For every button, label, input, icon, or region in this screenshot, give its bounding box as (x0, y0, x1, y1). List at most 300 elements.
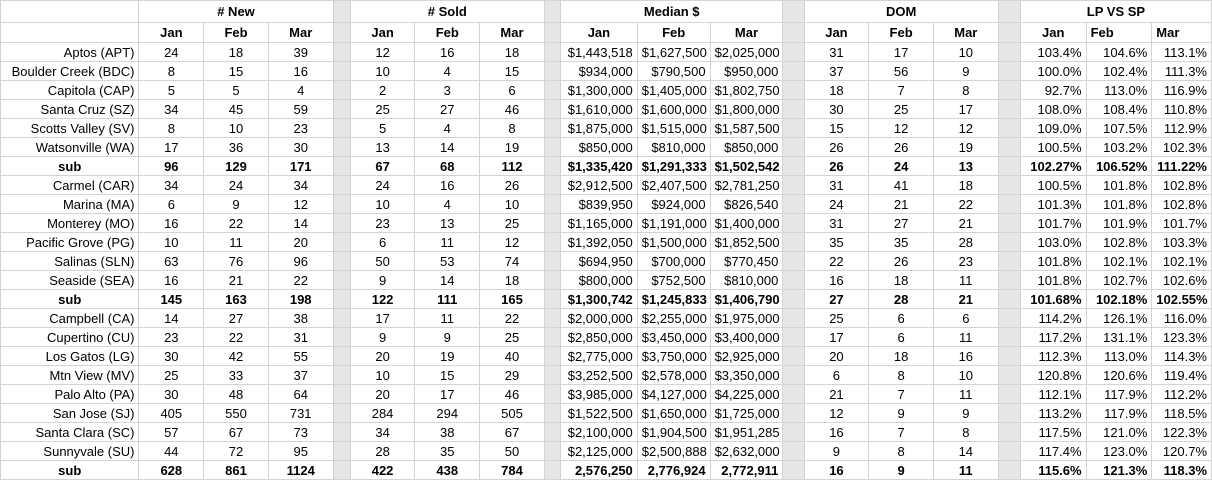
lp-vs-sp-cell[interactable]: 102.7% (1086, 271, 1152, 290)
lp-vs-sp-cell[interactable]: 121.3% (1086, 461, 1152, 480)
lp-vs-sp-cell[interactable]: 101.7% (1020, 214, 1086, 233)
dom-cell[interactable]: 30 (804, 100, 869, 119)
dom-cell[interactable]: 21 (933, 290, 998, 309)
sold-count-cell[interactable]: 53 (415, 252, 480, 271)
sold-count-cell[interactable]: 15 (480, 62, 545, 81)
month-header-cell[interactable]: Jan (1020, 23, 1086, 43)
median-price-cell[interactable]: $3,985,000 (560, 385, 637, 404)
lp-vs-sp-cell[interactable]: 112.1% (1020, 385, 1086, 404)
median-price-cell[interactable]: $1,291,333 (637, 157, 710, 176)
median-price-cell[interactable]: $1,191,000 (637, 214, 710, 233)
dom-cell[interactable]: 6 (933, 309, 998, 328)
area-name-cell[interactable]: Carmel (CAR) (1, 176, 139, 195)
lp-vs-sp-cell[interactable]: 108.4% (1086, 100, 1152, 119)
lp-vs-sp-cell[interactable]: 100.0% (1020, 62, 1086, 81)
lp-vs-sp-cell[interactable]: 100.5% (1020, 138, 1086, 157)
sold-count-cell[interactable]: 10 (350, 366, 415, 385)
new-count-cell[interactable]: 16 (268, 62, 333, 81)
dom-cell[interactable]: 22 (933, 195, 998, 214)
month-header-cell[interactable]: Feb (869, 23, 934, 43)
new-count-cell[interactable]: 55 (268, 347, 333, 366)
median-price-cell[interactable]: $1,852,500 (710, 233, 783, 252)
new-count-cell[interactable]: 163 (204, 290, 269, 309)
lp-vs-sp-cell[interactable]: 113.0% (1086, 81, 1152, 100)
new-count-cell[interactable]: 14 (268, 214, 333, 233)
lp-vs-sp-cell[interactable]: 107.5% (1086, 119, 1152, 138)
median-price-cell[interactable]: $1,975,000 (710, 309, 783, 328)
lp-vs-sp-cell[interactable]: 112.3% (1020, 347, 1086, 366)
month-header-cell[interactable]: Mar (268, 23, 333, 43)
group-header-median[interactable]: Median $ (560, 1, 782, 23)
dom-cell[interactable]: 56 (869, 62, 934, 81)
sold-count-cell[interactable]: 284 (350, 404, 415, 423)
lp-vs-sp-cell[interactable]: 116.0% (1152, 309, 1212, 328)
median-price-cell[interactable]: $1,300,742 (560, 290, 637, 309)
lp-vs-sp-cell[interactable]: 102.3% (1152, 138, 1212, 157)
sold-count-cell[interactable]: 17 (415, 385, 480, 404)
area-name-cell[interactable]: San Jose (SJ) (1, 404, 139, 423)
sold-count-cell[interactable]: 16 (415, 43, 480, 62)
lp-vs-sp-cell[interactable]: 103.2% (1086, 138, 1152, 157)
new-count-cell[interactable]: 731 (268, 404, 333, 423)
median-price-cell[interactable]: $3,750,000 (637, 347, 710, 366)
dom-cell[interactable]: 18 (804, 81, 869, 100)
new-count-cell[interactable]: 8 (139, 62, 204, 81)
sold-count-cell[interactable]: 18 (480, 43, 545, 62)
area-name-cell[interactable]: Palo Alto (PA) (1, 385, 139, 404)
group-header-dom[interactable]: DOM (804, 1, 998, 23)
new-count-cell[interactable]: 12 (268, 195, 333, 214)
lp-vs-sp-cell[interactable]: 102.1% (1152, 252, 1212, 271)
new-count-cell[interactable]: 20 (268, 233, 333, 252)
lp-vs-sp-cell[interactable]: 114.2% (1020, 309, 1086, 328)
lp-vs-sp-cell[interactable]: 102.8% (1086, 233, 1152, 252)
area-name-cell[interactable]: Los Gatos (LG) (1, 347, 139, 366)
lp-vs-sp-cell[interactable]: 101.8% (1086, 195, 1152, 214)
lp-vs-sp-cell[interactable]: 111.3% (1152, 62, 1212, 81)
dom-cell[interactable]: 6 (869, 309, 934, 328)
lp-vs-sp-cell[interactable]: 131.1% (1086, 328, 1152, 347)
lp-vs-sp-cell[interactable]: 101.8% (1020, 252, 1086, 271)
new-count-cell[interactable]: 96 (268, 252, 333, 271)
lp-vs-sp-cell[interactable]: 109.0% (1020, 119, 1086, 138)
dom-cell[interactable]: 21 (933, 214, 998, 233)
lp-vs-sp-cell[interactable]: 120.6% (1086, 366, 1152, 385)
median-price-cell[interactable]: $700,000 (637, 252, 710, 271)
group-header-lp-vs-sp[interactable]: LP VS SP (1020, 1, 1211, 23)
median-price-cell[interactable]: $2,125,000 (560, 442, 637, 461)
dom-cell[interactable]: 9 (869, 404, 934, 423)
new-count-cell[interactable]: 10 (204, 119, 269, 138)
dom-cell[interactable]: 8 (869, 442, 934, 461)
new-count-cell[interactable]: 15 (204, 62, 269, 81)
sold-count-cell[interactable]: 20 (350, 347, 415, 366)
median-price-cell[interactable]: $1,802,750 (710, 81, 783, 100)
dom-cell[interactable]: 25 (869, 100, 934, 119)
median-price-cell[interactable]: $950,000 (710, 62, 783, 81)
dom-cell[interactable]: 8 (933, 81, 998, 100)
sold-count-cell[interactable]: 27 (415, 100, 480, 119)
area-name-cell[interactable]: Pacific Grove (PG) (1, 233, 139, 252)
month-header-cell[interactable]: Mar (710, 23, 783, 43)
lp-vs-sp-cell[interactable]: 120.7% (1152, 442, 1212, 461)
lp-vs-sp-cell[interactable]: 110.8% (1152, 100, 1212, 119)
lp-vs-sp-cell[interactable]: 118.5% (1152, 404, 1212, 423)
sold-count-cell[interactable]: 9 (415, 328, 480, 347)
sold-count-cell[interactable]: 6 (350, 233, 415, 252)
sold-count-cell[interactable]: 25 (480, 214, 545, 233)
median-price-cell[interactable]: $924,000 (637, 195, 710, 214)
lp-vs-sp-cell[interactable]: 116.9% (1152, 81, 1212, 100)
sold-count-cell[interactable]: 18 (480, 271, 545, 290)
new-count-cell[interactable]: 76 (204, 252, 269, 271)
sold-count-cell[interactable]: 122 (350, 290, 415, 309)
sold-count-cell[interactable]: 5 (350, 119, 415, 138)
new-count-cell[interactable]: 30 (139, 385, 204, 404)
dom-cell[interactable]: 7 (869, 423, 934, 442)
sold-count-cell[interactable]: 784 (480, 461, 545, 480)
lp-vs-sp-cell[interactable]: 100.5% (1020, 176, 1086, 195)
dom-cell[interactable]: 35 (804, 233, 869, 252)
area-name-cell[interactable]: Santa Cruz (SZ) (1, 100, 139, 119)
month-header-cell[interactable]: Feb (1086, 23, 1152, 43)
dom-cell[interactable]: 9 (869, 461, 934, 480)
median-price-cell[interactable]: $850,000 (560, 138, 637, 157)
dom-cell[interactable]: 19 (933, 138, 998, 157)
sold-count-cell[interactable]: 10 (350, 195, 415, 214)
sold-count-cell[interactable]: 68 (415, 157, 480, 176)
median-price-cell[interactable]: $790,500 (637, 62, 710, 81)
new-count-cell[interactable]: 39 (268, 43, 333, 62)
median-price-cell[interactable]: $1,165,000 (560, 214, 637, 233)
median-price-cell[interactable]: $1,875,000 (560, 119, 637, 138)
group-header-new[interactable]: # New (139, 1, 333, 23)
area-name-cell[interactable]: Salinas (SLN) (1, 252, 139, 271)
lp-vs-sp-cell[interactable]: 115.6% (1020, 461, 1086, 480)
median-price-cell[interactable]: $2,632,000 (710, 442, 783, 461)
new-count-cell[interactable]: 21 (204, 271, 269, 290)
area-name-cell[interactable]: Scotts Valley (SV) (1, 119, 139, 138)
dom-cell[interactable]: 23 (933, 252, 998, 271)
sold-count-cell[interactable]: 38 (415, 423, 480, 442)
sold-count-cell[interactable]: 111 (415, 290, 480, 309)
lp-vs-sp-cell[interactable]: 113.0% (1086, 347, 1152, 366)
month-header-cell[interactable]: Jan (139, 23, 204, 43)
lp-vs-sp-cell[interactable]: 102.8% (1152, 195, 1212, 214)
dom-cell[interactable]: 41 (869, 176, 934, 195)
new-count-cell[interactable]: 59 (268, 100, 333, 119)
sold-count-cell[interactable]: 50 (480, 442, 545, 461)
new-count-cell[interactable]: 63 (139, 252, 204, 271)
new-count-cell[interactable]: 171 (268, 157, 333, 176)
sold-count-cell[interactable]: 14 (415, 271, 480, 290)
lp-vs-sp-cell[interactable]: 101.68% (1020, 290, 1086, 309)
sold-count-cell[interactable]: 67 (350, 157, 415, 176)
new-count-cell[interactable]: 42 (204, 347, 269, 366)
sold-count-cell[interactable]: 14 (415, 138, 480, 157)
new-count-cell[interactable]: 95 (268, 442, 333, 461)
median-price-cell[interactable]: $1,502,542 (710, 157, 783, 176)
dom-cell[interactable]: 18 (869, 271, 934, 290)
group-header-sold[interactable]: # Sold (350, 1, 544, 23)
median-price-cell[interactable]: $1,406,790 (710, 290, 783, 309)
lp-vs-sp-cell[interactable]: 102.4% (1086, 62, 1152, 81)
dom-cell[interactable]: 26 (804, 157, 869, 176)
sold-count-cell[interactable]: 35 (415, 442, 480, 461)
median-price-cell[interactable]: $694,950 (560, 252, 637, 271)
new-count-cell[interactable]: 5 (204, 81, 269, 100)
new-count-cell[interactable]: 22 (204, 328, 269, 347)
selected-cell[interactable] (1, 1, 139, 23)
median-price-cell[interactable]: $2,850,000 (560, 328, 637, 347)
lp-vs-sp-cell[interactable]: 101.3% (1020, 195, 1086, 214)
sold-count-cell[interactable]: 12 (350, 43, 415, 62)
new-count-cell[interactable]: 64 (268, 385, 333, 404)
new-count-cell[interactable]: 16 (139, 271, 204, 290)
new-count-cell[interactable]: 550 (204, 404, 269, 423)
median-price-cell[interactable]: $2,255,000 (637, 309, 710, 328)
lp-vs-sp-cell[interactable]: 106.52% (1086, 157, 1152, 176)
sold-count-cell[interactable]: 19 (480, 138, 545, 157)
new-count-cell[interactable]: 145 (139, 290, 204, 309)
lp-vs-sp-cell[interactable]: 103.3% (1152, 233, 1212, 252)
new-count-cell[interactable]: 24 (139, 43, 204, 62)
median-price-cell[interactable]: $1,392,050 (560, 233, 637, 252)
sold-count-cell[interactable]: 11 (415, 233, 480, 252)
new-count-cell[interactable]: 67 (204, 423, 269, 442)
month-header-cell[interactable]: Jan (350, 23, 415, 43)
dom-cell[interactable]: 31 (804, 214, 869, 233)
dom-cell[interactable]: 21 (804, 385, 869, 404)
dom-cell[interactable]: 27 (804, 290, 869, 309)
new-count-cell[interactable]: 34 (268, 176, 333, 195)
month-header-cell[interactable]: Mar (480, 23, 545, 43)
dom-cell[interactable]: 8 (869, 366, 934, 385)
sold-count-cell[interactable]: 74 (480, 252, 545, 271)
lp-vs-sp-cell[interactable]: 103.0% (1020, 233, 1086, 252)
dom-cell[interactable]: 11 (933, 461, 998, 480)
new-count-cell[interactable]: 22 (268, 271, 333, 290)
new-count-cell[interactable]: 34 (139, 176, 204, 195)
sold-count-cell[interactable]: 26 (480, 176, 545, 195)
dom-cell[interactable]: 7 (869, 385, 934, 404)
sold-count-cell[interactable]: 505 (480, 404, 545, 423)
sold-count-cell[interactable]: 4 (415, 62, 480, 81)
dom-cell[interactable]: 7 (869, 81, 934, 100)
sold-count-cell[interactable]: 13 (350, 138, 415, 157)
lp-vs-sp-cell[interactable]: 126.1% (1086, 309, 1152, 328)
median-price-cell[interactable]: $2,025,000 (710, 43, 783, 62)
median-price-cell[interactable]: $1,443,518 (560, 43, 637, 62)
sold-count-cell[interactable]: 23 (350, 214, 415, 233)
sold-count-cell[interactable]: 11 (415, 309, 480, 328)
lp-vs-sp-cell[interactable]: 120.8% (1020, 366, 1086, 385)
new-count-cell[interactable]: 96 (139, 157, 204, 176)
dom-cell[interactable]: 12 (933, 119, 998, 138)
dom-cell[interactable]: 12 (869, 119, 934, 138)
new-count-cell[interactable]: 10 (139, 233, 204, 252)
month-header-cell[interactable]: Jan (804, 23, 869, 43)
lp-vs-sp-cell[interactable]: 102.18% (1086, 290, 1152, 309)
sold-count-cell[interactable]: 20 (350, 385, 415, 404)
lp-vs-sp-cell[interactable]: 117.4% (1020, 442, 1086, 461)
median-price-cell[interactable]: $810,000 (637, 138, 710, 157)
dom-cell[interactable]: 8 (933, 423, 998, 442)
median-price-cell[interactable]: $770,450 (710, 252, 783, 271)
lp-vs-sp-cell[interactable]: 121.0% (1086, 423, 1152, 442)
sold-count-cell[interactable]: 422 (350, 461, 415, 480)
sold-count-cell[interactable]: 9 (350, 328, 415, 347)
median-price-cell[interactable]: $2,500,888 (637, 442, 710, 461)
new-count-cell[interactable]: 57 (139, 423, 204, 442)
new-count-cell[interactable]: 34 (139, 100, 204, 119)
median-price-cell[interactable]: $3,450,000 (637, 328, 710, 347)
sold-count-cell[interactable]: 13 (415, 214, 480, 233)
median-price-cell[interactable]: $826,540 (710, 195, 783, 214)
dom-cell[interactable]: 26 (869, 252, 934, 271)
median-price-cell[interactable]: $1,800,000 (710, 100, 783, 119)
new-count-cell[interactable]: 24 (204, 176, 269, 195)
sold-count-cell[interactable]: 16 (415, 176, 480, 195)
sold-count-cell[interactable]: 50 (350, 252, 415, 271)
sold-count-cell[interactable]: 46 (480, 100, 545, 119)
subtotal-label-cell[interactable]: sub (1, 290, 139, 309)
dom-cell[interactable]: 16 (804, 271, 869, 290)
new-count-cell[interactable]: 8 (139, 119, 204, 138)
new-count-cell[interactable]: 861 (204, 461, 269, 480)
dom-cell[interactable]: 9 (933, 404, 998, 423)
median-price-cell[interactable]: $2,925,000 (710, 347, 783, 366)
sold-count-cell[interactable]: 34 (350, 423, 415, 442)
sold-count-cell[interactable]: 46 (480, 385, 545, 404)
dom-cell[interactable]: 18 (933, 176, 998, 195)
dom-cell[interactable]: 31 (804, 43, 869, 62)
sold-count-cell[interactable]: 4 (415, 119, 480, 138)
new-count-cell[interactable]: 73 (268, 423, 333, 442)
sold-count-cell[interactable]: 294 (415, 404, 480, 423)
median-price-cell[interactable]: $1,335,420 (560, 157, 637, 176)
sold-count-cell[interactable]: 19 (415, 347, 480, 366)
sold-count-cell[interactable]: 12 (480, 233, 545, 252)
sold-count-cell[interactable]: 25 (350, 100, 415, 119)
new-count-cell[interactable]: 31 (268, 328, 333, 347)
dom-cell[interactable]: 6 (869, 328, 934, 347)
area-name-cell[interactable]: Campbell (CA) (1, 309, 139, 328)
median-price-cell[interactable]: $1,725,000 (710, 404, 783, 423)
median-price-cell[interactable]: $2,100,000 (560, 423, 637, 442)
new-count-cell[interactable]: 30 (268, 138, 333, 157)
sold-count-cell[interactable]: 3 (415, 81, 480, 100)
area-name-cell[interactable]: Santa Clara (SC) (1, 423, 139, 442)
median-price-cell[interactable]: $1,627,500 (637, 43, 710, 62)
new-count-cell[interactable]: 198 (268, 290, 333, 309)
dom-cell[interactable]: 25 (804, 309, 869, 328)
dom-cell[interactable]: 24 (804, 195, 869, 214)
lp-vs-sp-cell[interactable]: 114.3% (1152, 347, 1212, 366)
median-price-cell[interactable]: $2,912,500 (560, 176, 637, 195)
dom-cell[interactable]: 9 (933, 62, 998, 81)
lp-vs-sp-cell[interactable]: 113.1% (1152, 43, 1212, 62)
median-price-cell[interactable]: $810,000 (710, 271, 783, 290)
lp-vs-sp-cell[interactable]: 123.3% (1152, 328, 1212, 347)
month-header-cell[interactable]: Jan (560, 23, 637, 43)
dom-cell[interactable]: 21 (869, 195, 934, 214)
dom-cell[interactable]: 17 (804, 328, 869, 347)
dom-cell[interactable]: 11 (933, 385, 998, 404)
dom-cell[interactable]: 6 (804, 366, 869, 385)
dom-cell[interactable]: 10 (933, 366, 998, 385)
median-price-cell[interactable]: $934,000 (560, 62, 637, 81)
dom-cell[interactable]: 28 (933, 233, 998, 252)
median-price-cell[interactable]: 2,776,924 (637, 461, 710, 480)
dom-cell[interactable]: 14 (933, 442, 998, 461)
median-price-cell[interactable]: $3,400,000 (710, 328, 783, 347)
dom-cell[interactable]: 13 (933, 157, 998, 176)
new-count-cell[interactable]: 23 (268, 119, 333, 138)
sold-count-cell[interactable]: 22 (480, 309, 545, 328)
month-header-cell[interactable]: Mar (933, 23, 998, 43)
dom-cell[interactable]: 31 (804, 176, 869, 195)
dom-cell[interactable]: 27 (869, 214, 934, 233)
area-name-cell[interactable]: Watsonville (WA) (1, 138, 139, 157)
median-price-cell[interactable]: $1,522,500 (560, 404, 637, 423)
dom-cell[interactable]: 10 (933, 43, 998, 62)
lp-vs-sp-cell[interactable]: 112.9% (1152, 119, 1212, 138)
median-price-cell[interactable]: $2,775,000 (560, 347, 637, 366)
lp-vs-sp-cell[interactable]: 117.9% (1086, 404, 1152, 423)
lp-vs-sp-cell[interactable]: 92.7% (1020, 81, 1086, 100)
dom-cell[interactable]: 22 (804, 252, 869, 271)
sold-count-cell[interactable]: 6 (480, 81, 545, 100)
lp-vs-sp-cell[interactable]: 112.2% (1152, 385, 1212, 404)
area-name-cell[interactable]: Boulder Creek (BDC) (1, 62, 139, 81)
area-name-cell[interactable]: Aptos (APT) (1, 43, 139, 62)
new-count-cell[interactable]: 33 (204, 366, 269, 385)
median-price-cell[interactable]: $2,000,000 (560, 309, 637, 328)
lp-vs-sp-cell[interactable]: 119.4% (1152, 366, 1212, 385)
lp-vs-sp-cell[interactable]: 113.2% (1020, 404, 1086, 423)
dom-cell[interactable]: 20 (804, 347, 869, 366)
dom-cell[interactable]: 16 (804, 461, 869, 480)
dom-cell[interactable]: 11 (933, 271, 998, 290)
new-count-cell[interactable]: 16 (139, 214, 204, 233)
new-count-cell[interactable]: 405 (139, 404, 204, 423)
new-count-cell[interactable]: 4 (268, 81, 333, 100)
dom-cell[interactable]: 26 (869, 138, 934, 157)
new-count-cell[interactable]: 1124 (268, 461, 333, 480)
sold-count-cell[interactable]: 9 (350, 271, 415, 290)
new-count-cell[interactable]: 17 (139, 138, 204, 157)
dom-cell[interactable]: 28 (869, 290, 934, 309)
sold-count-cell[interactable]: 10 (350, 62, 415, 81)
lp-vs-sp-cell[interactable]: 117.5% (1020, 423, 1086, 442)
dom-cell[interactable]: 11 (933, 328, 998, 347)
area-name-cell[interactable]: Monterey (MO) (1, 214, 139, 233)
lp-vs-sp-cell[interactable]: 123.0% (1086, 442, 1152, 461)
lp-vs-sp-cell[interactable]: 103.4% (1020, 43, 1086, 62)
area-name-cell[interactable]: Sunnyvale (SU) (1, 442, 139, 461)
median-price-cell[interactable]: $1,904,500 (637, 423, 710, 442)
median-price-cell[interactable]: $4,127,000 (637, 385, 710, 404)
lp-vs-sp-cell[interactable]: 101.9% (1086, 214, 1152, 233)
median-price-cell[interactable]: $2,781,250 (710, 176, 783, 195)
new-count-cell[interactable]: 628 (139, 461, 204, 480)
lp-vs-sp-cell[interactable]: 102.8% (1152, 176, 1212, 195)
lp-vs-sp-cell[interactable]: 102.1% (1086, 252, 1152, 271)
new-count-cell[interactable]: 25 (139, 366, 204, 385)
subtotal-label-cell[interactable]: sub (1, 157, 139, 176)
dom-cell[interactable]: 35 (869, 233, 934, 252)
